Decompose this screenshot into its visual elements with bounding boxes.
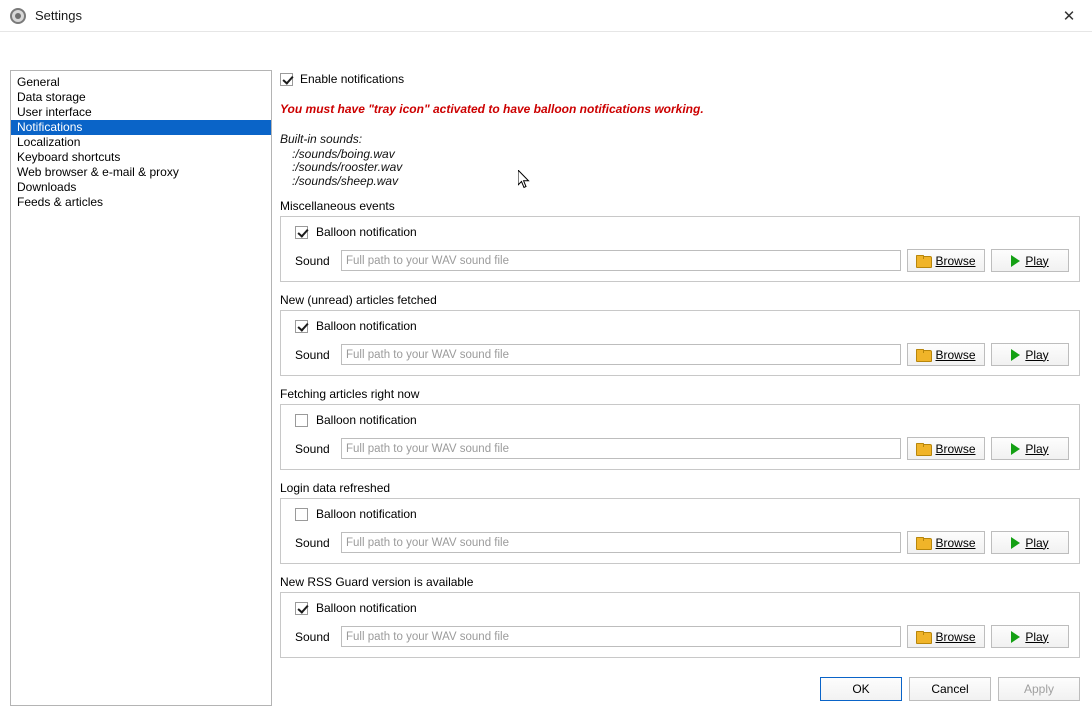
window-title: Settings	[35, 8, 82, 23]
play-button[interactable]	[991, 249, 1069, 272]
window-titlebar	[0, 0, 1092, 32]
group-title: Miscellaneous events	[280, 199, 395, 213]
group-title: New (unread) articles fetched	[280, 293, 437, 307]
group-title: Login data refreshed	[280, 481, 391, 495]
tray-icon-warning: You must have "tray icon" activated to have balloon notifications working.	[280, 102, 704, 116]
browse-button[interactable]	[907, 249, 985, 272]
browse-button[interactable]	[907, 437, 985, 460]
folder-icon	[916, 255, 930, 266]
folder-icon	[916, 349, 930, 360]
sidebar-item-notifications[interactable]: Notifications	[11, 120, 271, 135]
folder-icon	[916, 537, 930, 548]
sound-label: Sound	[295, 629, 330, 644]
sidebar-item-localization[interactable]: Localization	[17, 135, 81, 149]
sound-path-input[interactable]	[341, 626, 901, 647]
browse-button-label: Browse	[935, 347, 976, 362]
enable-notifications-label: Enable notifications	[300, 72, 405, 86]
balloon-notification-label: Balloon notification	[316, 413, 417, 427]
balloon-notification-checkbox[interactable]	[295, 320, 308, 333]
balloon-notification-checkbox[interactable]	[295, 226, 308, 239]
play-icon	[1011, 443, 1020, 455]
balloon-notification-row[interactable]	[295, 225, 1069, 239]
sound-path-input[interactable]	[341, 438, 901, 459]
play-icon	[1011, 631, 1020, 643]
sound-label: Sound	[295, 441, 330, 456]
play-button-label: Play	[1025, 629, 1049, 644]
builtin-sound-path: :/sounds/boing.wav	[292, 146, 395, 161]
sidebar-item-web-browser[interactable]: Web browser & e-mail & proxy	[17, 165, 179, 179]
sidebar-item-data-storage[interactable]: Data storage	[17, 90, 86, 104]
balloon-notification-row[interactable]	[295, 601, 1069, 615]
sound-path-input[interactable]	[341, 344, 901, 365]
group-title: New RSS Guard version is available	[280, 575, 474, 589]
balloon-notification-checkbox[interactable]	[295, 508, 308, 521]
balloon-notification-row[interactable]	[295, 319, 1069, 333]
builtin-sound-path: :/sounds/rooster.wav	[292, 160, 403, 174]
play-icon	[1011, 349, 1020, 361]
enable-notifications-row[interactable]	[280, 70, 1080, 88]
browse-button-label: Browse	[935, 629, 976, 644]
folder-icon	[916, 631, 930, 642]
builtin-sound-path: :/sounds/sheep.wav	[292, 173, 399, 188]
notification-group-fetching-articles	[280, 387, 1080, 470]
close-icon[interactable]: ✕	[1062, 7, 1076, 25]
play-button-label: Play	[1025, 253, 1049, 268]
sidebar-item-downloads[interactable]: Downloads	[17, 180, 77, 194]
settings-gear-icon	[10, 8, 26, 24]
play-button[interactable]	[991, 531, 1069, 554]
play-button[interactable]	[991, 437, 1069, 460]
sound-row	[291, 249, 1069, 272]
balloon-notification-label: Balloon notification	[316, 319, 417, 333]
balloon-notification-row[interactable]	[295, 507, 1069, 521]
play-button[interactable]	[991, 343, 1069, 366]
group-title: Fetching articles right now	[280, 387, 420, 401]
sound-path-input[interactable]	[341, 250, 901, 271]
enable-notifications-checkbox[interactable]	[280, 73, 293, 86]
notification-group-new-version	[280, 575, 1080, 658]
balloon-notification-label: Balloon notification	[316, 225, 417, 239]
dialog-button-bar	[820, 677, 1080, 701]
play-button-label: Play	[1025, 535, 1049, 550]
sound-row	[291, 531, 1069, 554]
balloon-notification-checkbox[interactable]	[295, 414, 308, 427]
sound-label: Sound	[295, 535, 330, 550]
play-button-label: Play	[1025, 347, 1049, 362]
play-button-label: Play	[1025, 441, 1049, 456]
cancel-button[interactable]: Cancel	[909, 677, 991, 701]
sound-row	[291, 625, 1069, 648]
folder-icon	[916, 443, 930, 454]
sidebar-item-general[interactable]: General	[17, 75, 60, 89]
balloon-notification-label: Balloon notification	[316, 507, 417, 521]
sound-row	[291, 437, 1069, 460]
sound-label: Sound	[295, 253, 330, 268]
sound-label: Sound	[295, 347, 330, 362]
notification-group-miscellaneous-events	[280, 199, 1080, 282]
settings-category-list[interactable]	[10, 70, 272, 706]
notification-group-login-data-refreshed	[280, 481, 1080, 564]
sound-row	[291, 343, 1069, 366]
balloon-notification-row[interactable]	[295, 413, 1069, 427]
sound-path-input[interactable]	[341, 532, 901, 553]
browse-button-label: Browse	[935, 441, 976, 456]
browse-button[interactable]	[907, 531, 985, 554]
apply-button[interactable]: Apply	[998, 677, 1080, 701]
balloon-notification-label: Balloon notification	[316, 601, 417, 615]
balloon-notification-checkbox[interactable]	[295, 602, 308, 615]
settings-dialog-body	[0, 32, 1092, 712]
ok-button[interactable]: OK	[820, 677, 902, 701]
builtin-sounds-block	[280, 133, 1080, 188]
browse-button[interactable]	[907, 343, 985, 366]
play-icon	[1011, 537, 1020, 549]
builtin-sounds-label: Built-in sounds:	[280, 132, 363, 146]
browse-button-label: Browse	[935, 535, 976, 550]
sidebar-item-feeds-articles[interactable]: Feeds & articles	[17, 195, 104, 209]
notifications-settings-pane	[280, 70, 1080, 675]
play-icon	[1011, 255, 1020, 267]
browse-button-label: Browse	[935, 253, 976, 268]
browse-button[interactable]	[907, 625, 985, 648]
sidebar-item-user-interface[interactable]: User interface	[17, 105, 92, 119]
notification-group-new-unread-articles	[280, 293, 1080, 376]
sidebar-item-keyboard-shortcuts[interactable]: Keyboard shortcuts	[17, 150, 121, 164]
play-button[interactable]	[991, 625, 1069, 648]
